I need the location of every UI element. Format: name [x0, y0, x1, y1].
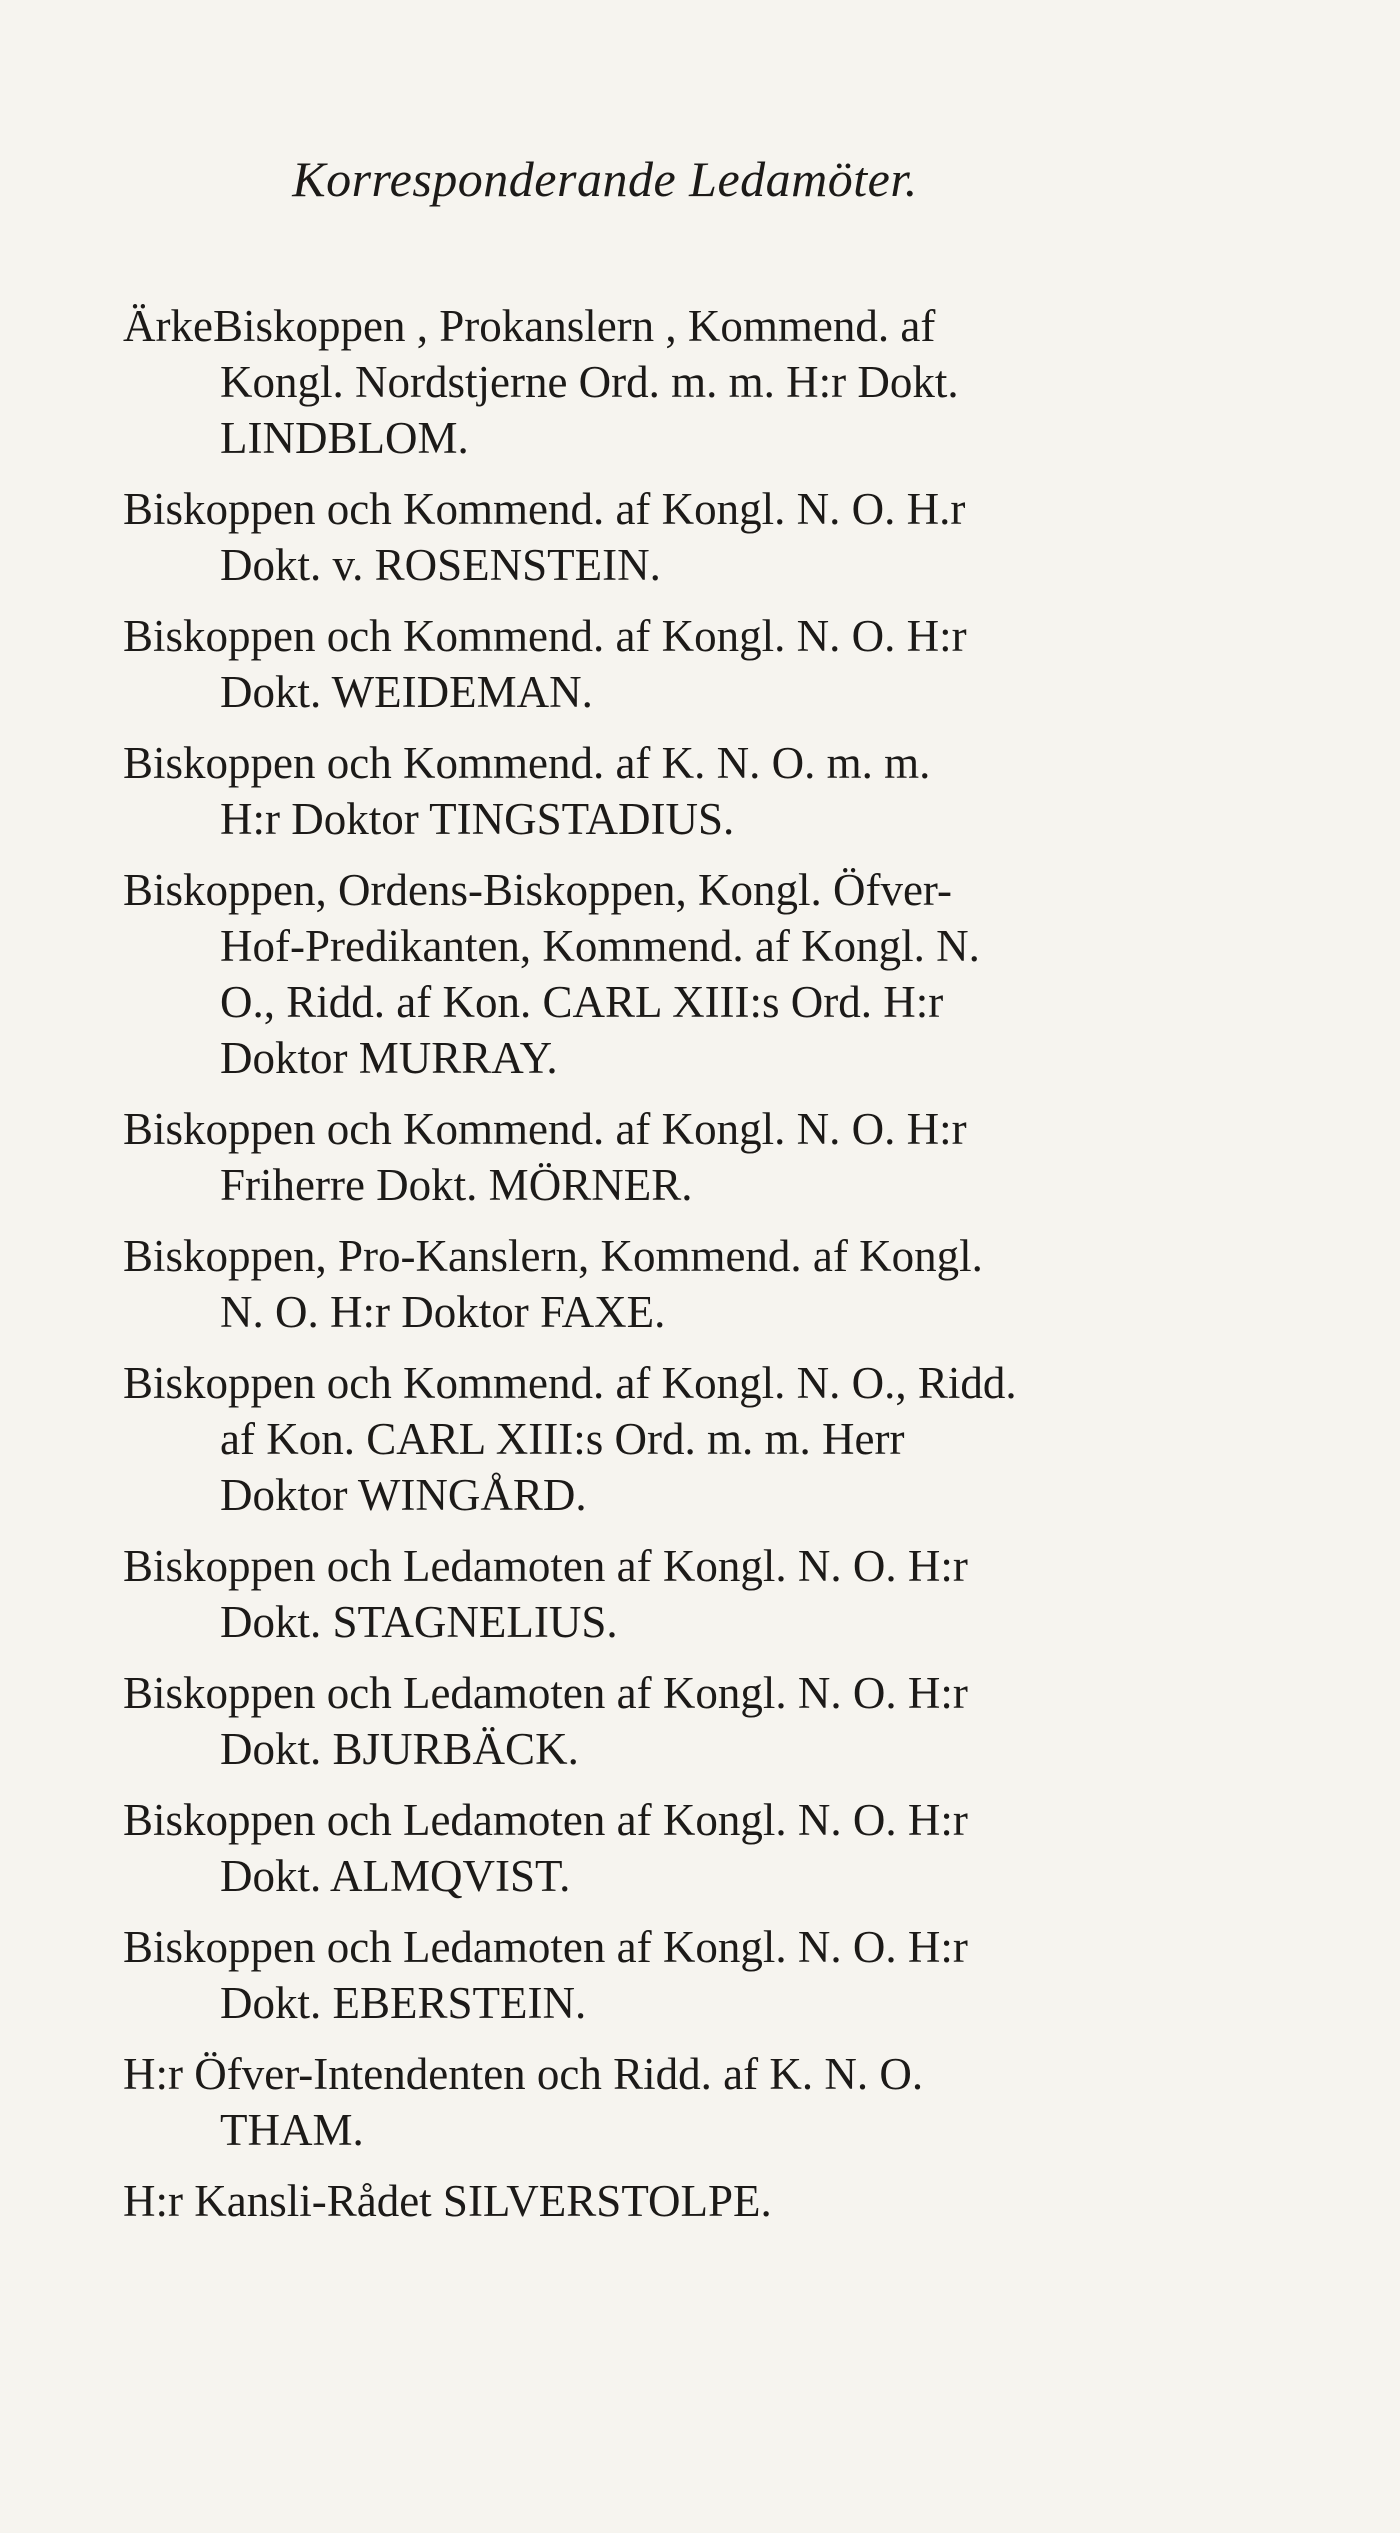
entry-title-line: H:r Kansli-Rådet SILVERSTOLPE. [123, 2176, 772, 2226]
entry-title-line: Biskoppen och Kommend. af Kongl. N. O. H:r [123, 611, 967, 661]
entry-continuation-line: N. O. H:r Doktor FAXE. [220, 1287, 666, 1337]
entry-title-line: Biskoppen, Ordens-Biskoppen, Kongl. Öfver- [123, 865, 952, 915]
member-entry [123, 1228, 1203, 1340]
entry-continuation-line: Dokt. WEIDEMAN. [220, 667, 593, 717]
member-entry [123, 481, 1203, 593]
member-entry [123, 1538, 1203, 1650]
member-entry [123, 1101, 1203, 1213]
entry-continuation-line: Dokt. v. ROSENSTEIN. [220, 540, 661, 590]
entry-continuation-line: H:r Doktor TINGSTADIUS. [220, 794, 735, 844]
entry-continuation-line: Hof-Predikanten, Kommend. af Kongl. N. [220, 921, 980, 971]
member-entry [123, 1919, 1203, 2031]
entry-continuation-line: O., Ridd. af Kon. CARL XIII:s Ord. H:r [220, 977, 944, 1027]
entry-title-line: Biskoppen och Kommend. af Kongl. N. O., Ridd. [123, 1358, 1017, 1408]
member-entry [123, 2173, 1203, 2229]
entry-continuation-line: Dokt. STAGNELIUS. [220, 1597, 618, 1647]
entry-title-line: Biskoppen och Kommend. af K. N. O. m. m. [123, 738, 931, 788]
entry-title-line: Biskoppen, Pro-Kanslern, Kommend. af Kongl. [123, 1231, 983, 1281]
entry-title-line: Biskoppen och Ledamoten af Kongl. N. O. H:r [123, 1541, 968, 1591]
entry-title-line: Biskoppen och Ledamoten af Kongl. N. O. H:r [123, 1668, 968, 1718]
entry-continuation-line: Dokt. ALMQVIST. [220, 1851, 571, 1901]
member-entry [123, 608, 1203, 720]
entry-continuation-line: Dokt. EBERSTEIN. [220, 1978, 587, 2028]
entry-continuation-line: THAM. [220, 2105, 364, 2155]
entry-title-line: Biskoppen och Ledamoten af Kongl. N. O. H:r [123, 1922, 968, 1972]
entry-continuation-line: LINDBLOM. [220, 413, 469, 463]
entry-title-line: Biskoppen och Kommend. af Kongl. N. O. H:r [123, 1104, 967, 1154]
entry-continuation-line: Friherre Dokt. MÖRNER. [220, 1160, 693, 1210]
entry-continuation-line: Doktor MURRAY. [220, 1033, 558, 1083]
entry-title-line: Biskoppen och Kommend. af Kongl. N. O. H.r [123, 484, 966, 534]
entry-continuation-line: Doktor WINGÅRD. [220, 1470, 587, 1520]
member-list [123, 298, 1203, 2244]
page-heading: Korresponderande Ledamöter. [292, 151, 918, 207]
entry-continuation-line: af Kon. CARL XIII:s Ord. m. m. Herr [220, 1414, 905, 1464]
entry-continuation-line: Dokt. BJURBÄCK. [220, 1724, 579, 1774]
member-entry [123, 1355, 1203, 1523]
entry-continuation-line: Kongl. Nordstjerne Ord. m. m. H:r Dokt. [220, 357, 959, 407]
member-entry [123, 862, 1203, 1086]
member-entry [123, 1665, 1203, 1777]
member-entry [123, 2046, 1203, 2158]
entry-title-line: H:r Öfver-Intendenten och Ridd. af K. N. O. [123, 2049, 924, 2099]
entry-title-line: Biskoppen och Ledamoten af Kongl. N. O. H:r [123, 1795, 968, 1845]
member-entry [123, 1792, 1203, 1904]
entry-title-line: ÄrkeBiskoppen , Prokanslern , Kommend. af [123, 301, 936, 351]
member-entry [123, 298, 1203, 466]
member-entry [123, 735, 1203, 847]
